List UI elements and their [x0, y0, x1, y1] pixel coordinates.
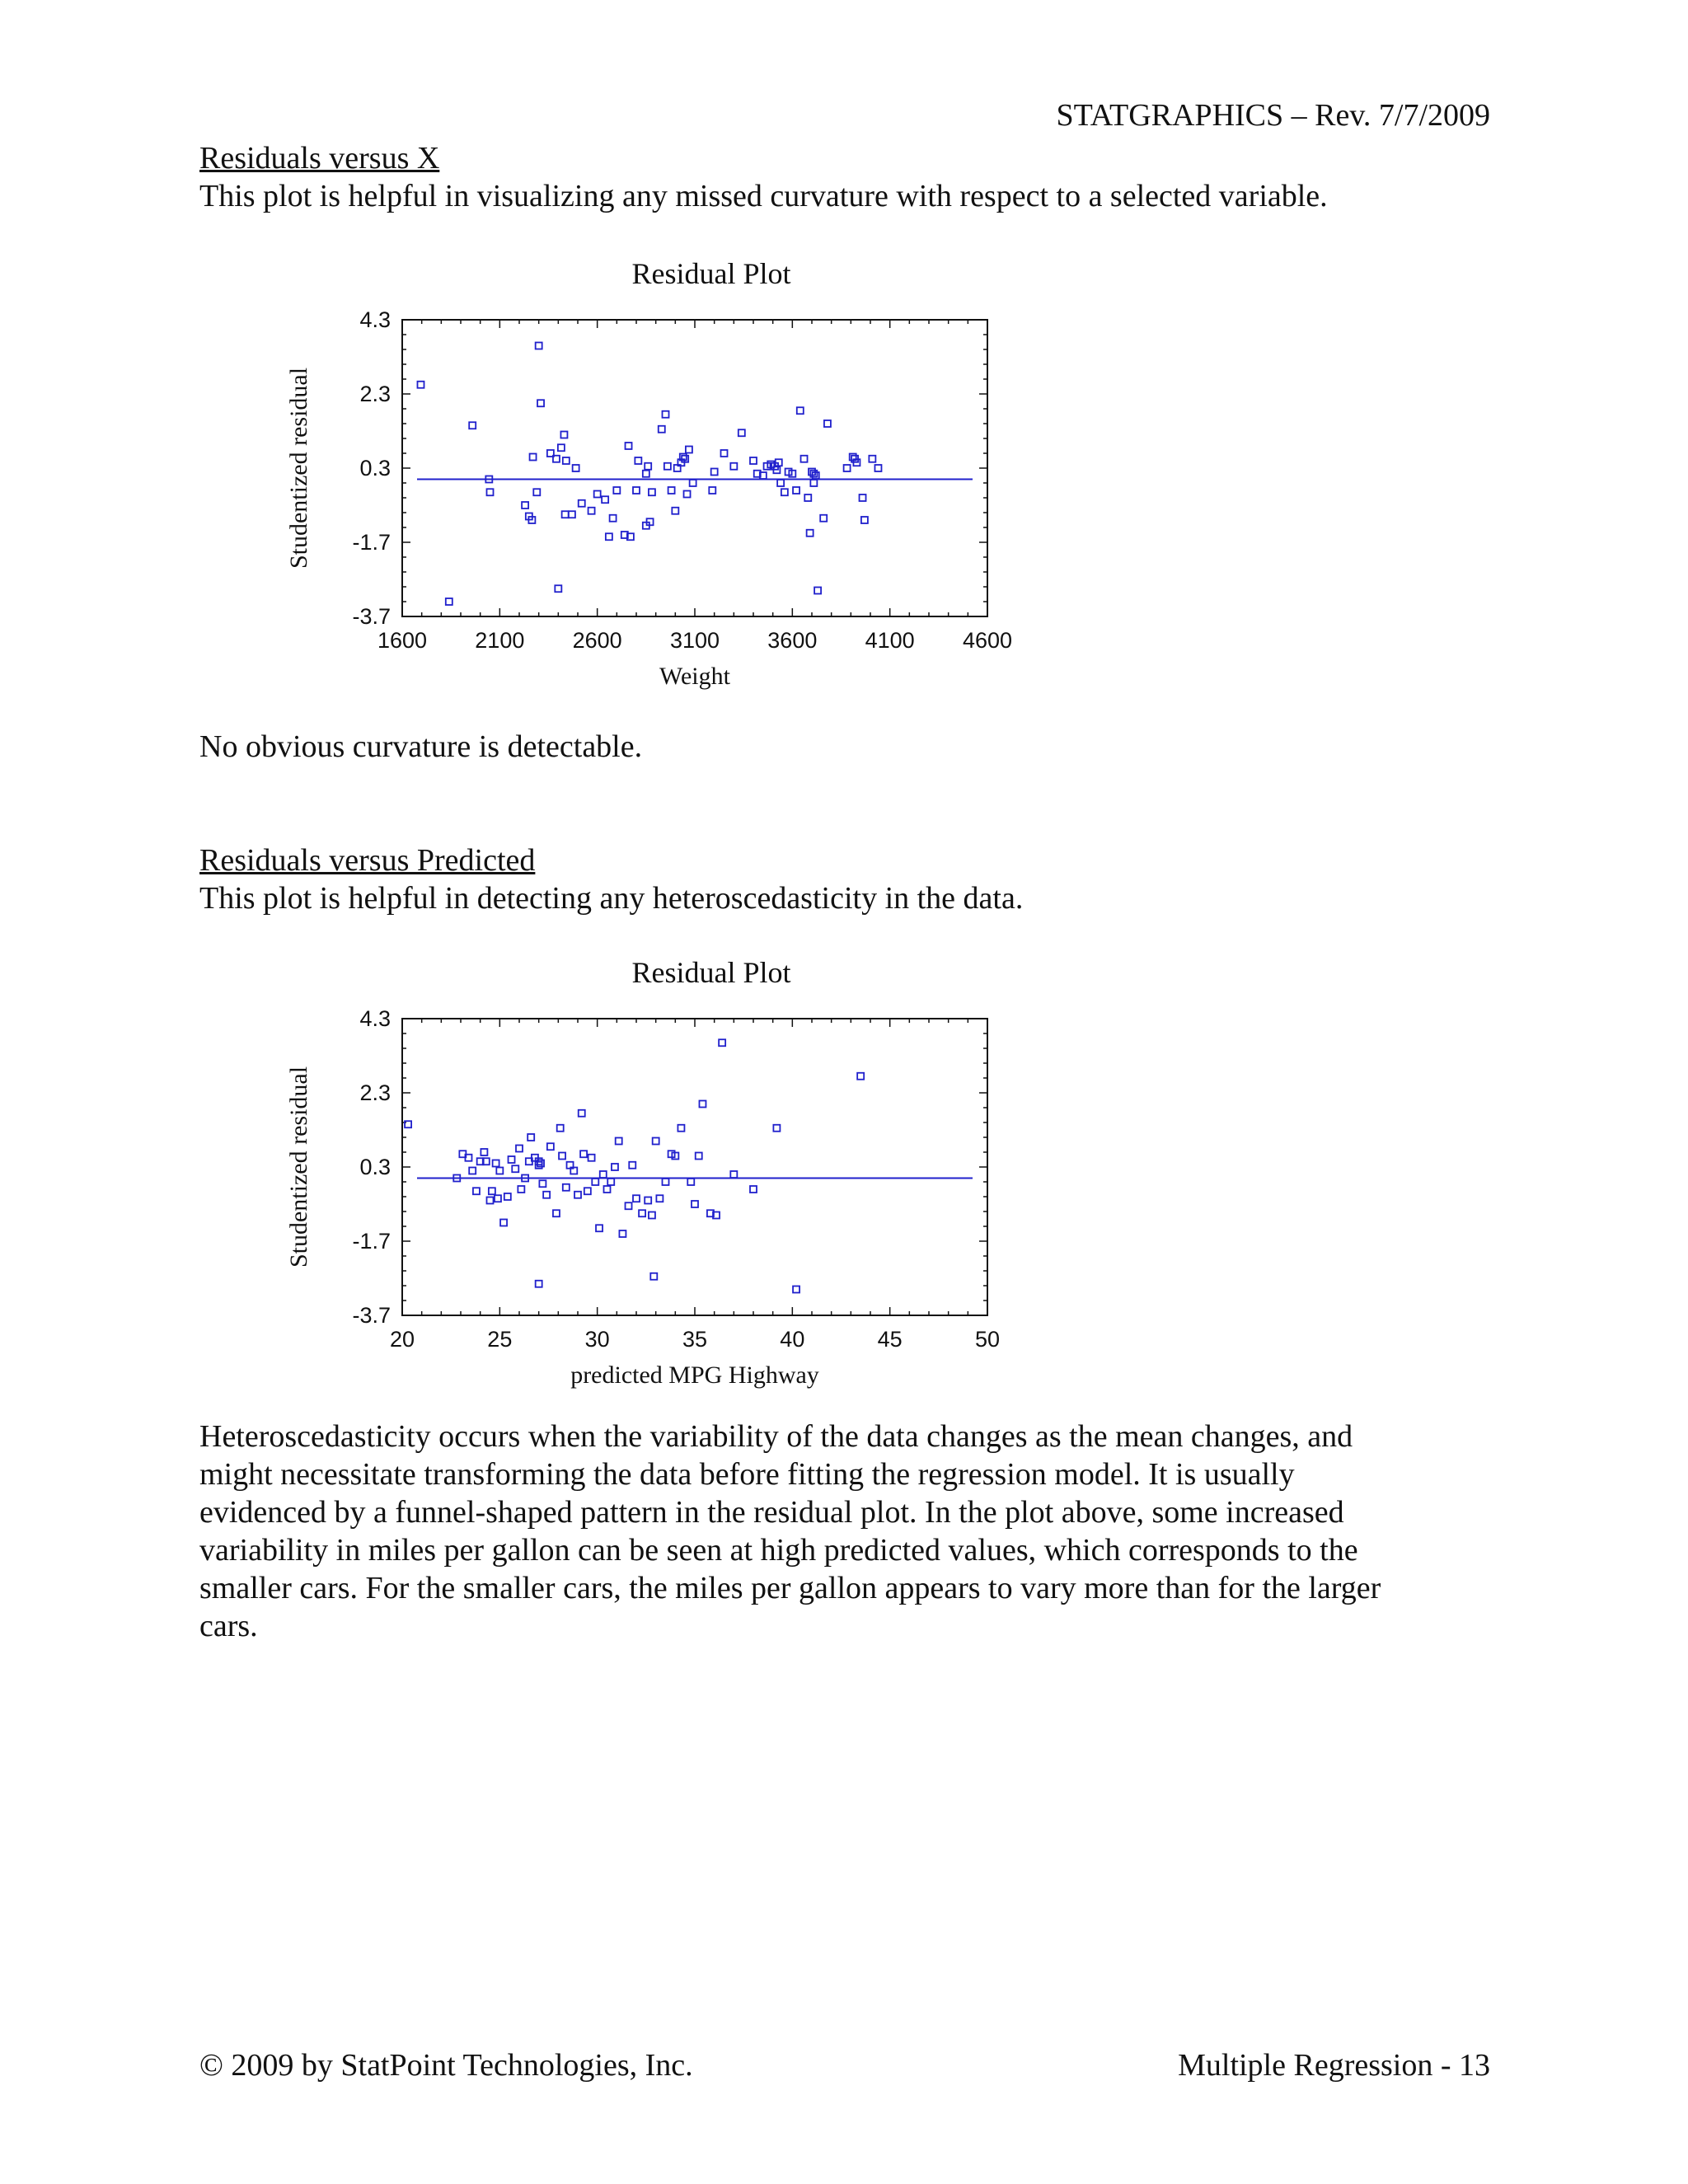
y-tick-label: -1.7	[352, 1229, 391, 1254]
y-tick-label: 2.3	[359, 1080, 391, 1105]
footer-copyright: © 2009 by StatPoint Technologies, Inc.	[199, 2048, 693, 2083]
section-title-residuals-vs-x: Residuals versus X	[199, 141, 440, 176]
x-tick-label: 4100	[865, 628, 915, 653]
y-tick-label: -3.7	[352, 1303, 391, 1328]
paragraph-line: evidenced by a funnel-shaped pattern in the residual plot. In the plot above, some increased	[199, 1495, 1344, 1530]
paragraph-line: Heteroscedasticity occurs when the variability of the data changes as the mean changes, and	[199, 1419, 1353, 1454]
section-intro-residuals-vs-predicted: This plot is helpful in detecting any heteroscedasticity in the data.	[199, 881, 1024, 916]
page-header: STATGRAPHICS – Rev. 7/7/2009	[1056, 98, 1490, 133]
y-tick-label: 4.3	[359, 1006, 391, 1031]
x-tick-label: 1600	[377, 628, 428, 653]
x-tick-label: 30	[584, 1327, 610, 1352]
y-axis-label: Studentized residual	[285, 1066, 312, 1268]
x-axis-label: Weight	[659, 663, 730, 690]
section-title-residuals-vs-predicted: Residuals versus Predicted	[199, 843, 536, 878]
paragraph-line: might necessitate transforming the data before fitting the regression model. It is usually	[199, 1457, 1295, 1492]
paragraph-line: variability in miles per gallon can be seen at high predicted values, which corresponds to the	[199, 1533, 1358, 1568]
y-tick-label: -3.7	[352, 604, 391, 629]
x-tick-label: 35	[682, 1327, 708, 1352]
paragraph-line: cars.	[199, 1609, 258, 1643]
x-tick-label: 3100	[669, 628, 720, 653]
x-tick-label: 50	[974, 1327, 1001, 1352]
y-tick-label: -1.7	[352, 530, 391, 555]
chart-title: Residual Plot	[631, 956, 791, 989]
paragraph-line: smaller cars. For the smaller cars, the miles per gallon appears to vary more than for the larger	[199, 1571, 1381, 1605]
y-axis-label: Studentized residual	[285, 367, 312, 569]
footer-page-label: Multiple Regression - 13	[1178, 2048, 1490, 2083]
residual-plot-predicted	[264, 946, 1022, 1408]
x-tick-label: 2100	[475, 628, 525, 653]
y-tick-label: 4.3	[359, 307, 391, 332]
x-tick-label: 3600	[767, 628, 818, 653]
residual-plot-weight	[264, 247, 1022, 709]
chart-title: Residual Plot	[631, 257, 791, 290]
section-intro-residuals-vs-x: This plot is helpful in visualizing any missed curvature with respect to a selected variable.	[199, 179, 1328, 213]
x-tick-label: 2600	[572, 628, 622, 653]
x-tick-label: 45	[877, 1327, 903, 1352]
x-axis-label: predicted MPG Highway	[570, 1361, 819, 1389]
x-tick-label: 20	[389, 1327, 415, 1352]
x-tick-label: 25	[487, 1327, 513, 1352]
x-tick-label: 4600	[962, 628, 1013, 653]
x-tick-label: 40	[780, 1327, 805, 1352]
y-tick-label: 0.3	[359, 1155, 391, 1179]
plot-frame	[402, 320, 987, 616]
plot-frame	[402, 1019, 987, 1315]
y-tick-label: 0.3	[359, 456, 391, 480]
curvature-comment: No obvious curvature is detectable.	[199, 729, 643, 764]
y-tick-label: 2.3	[359, 382, 391, 406]
heteroscedasticity-paragraph	[199, 1418, 1502, 1645]
